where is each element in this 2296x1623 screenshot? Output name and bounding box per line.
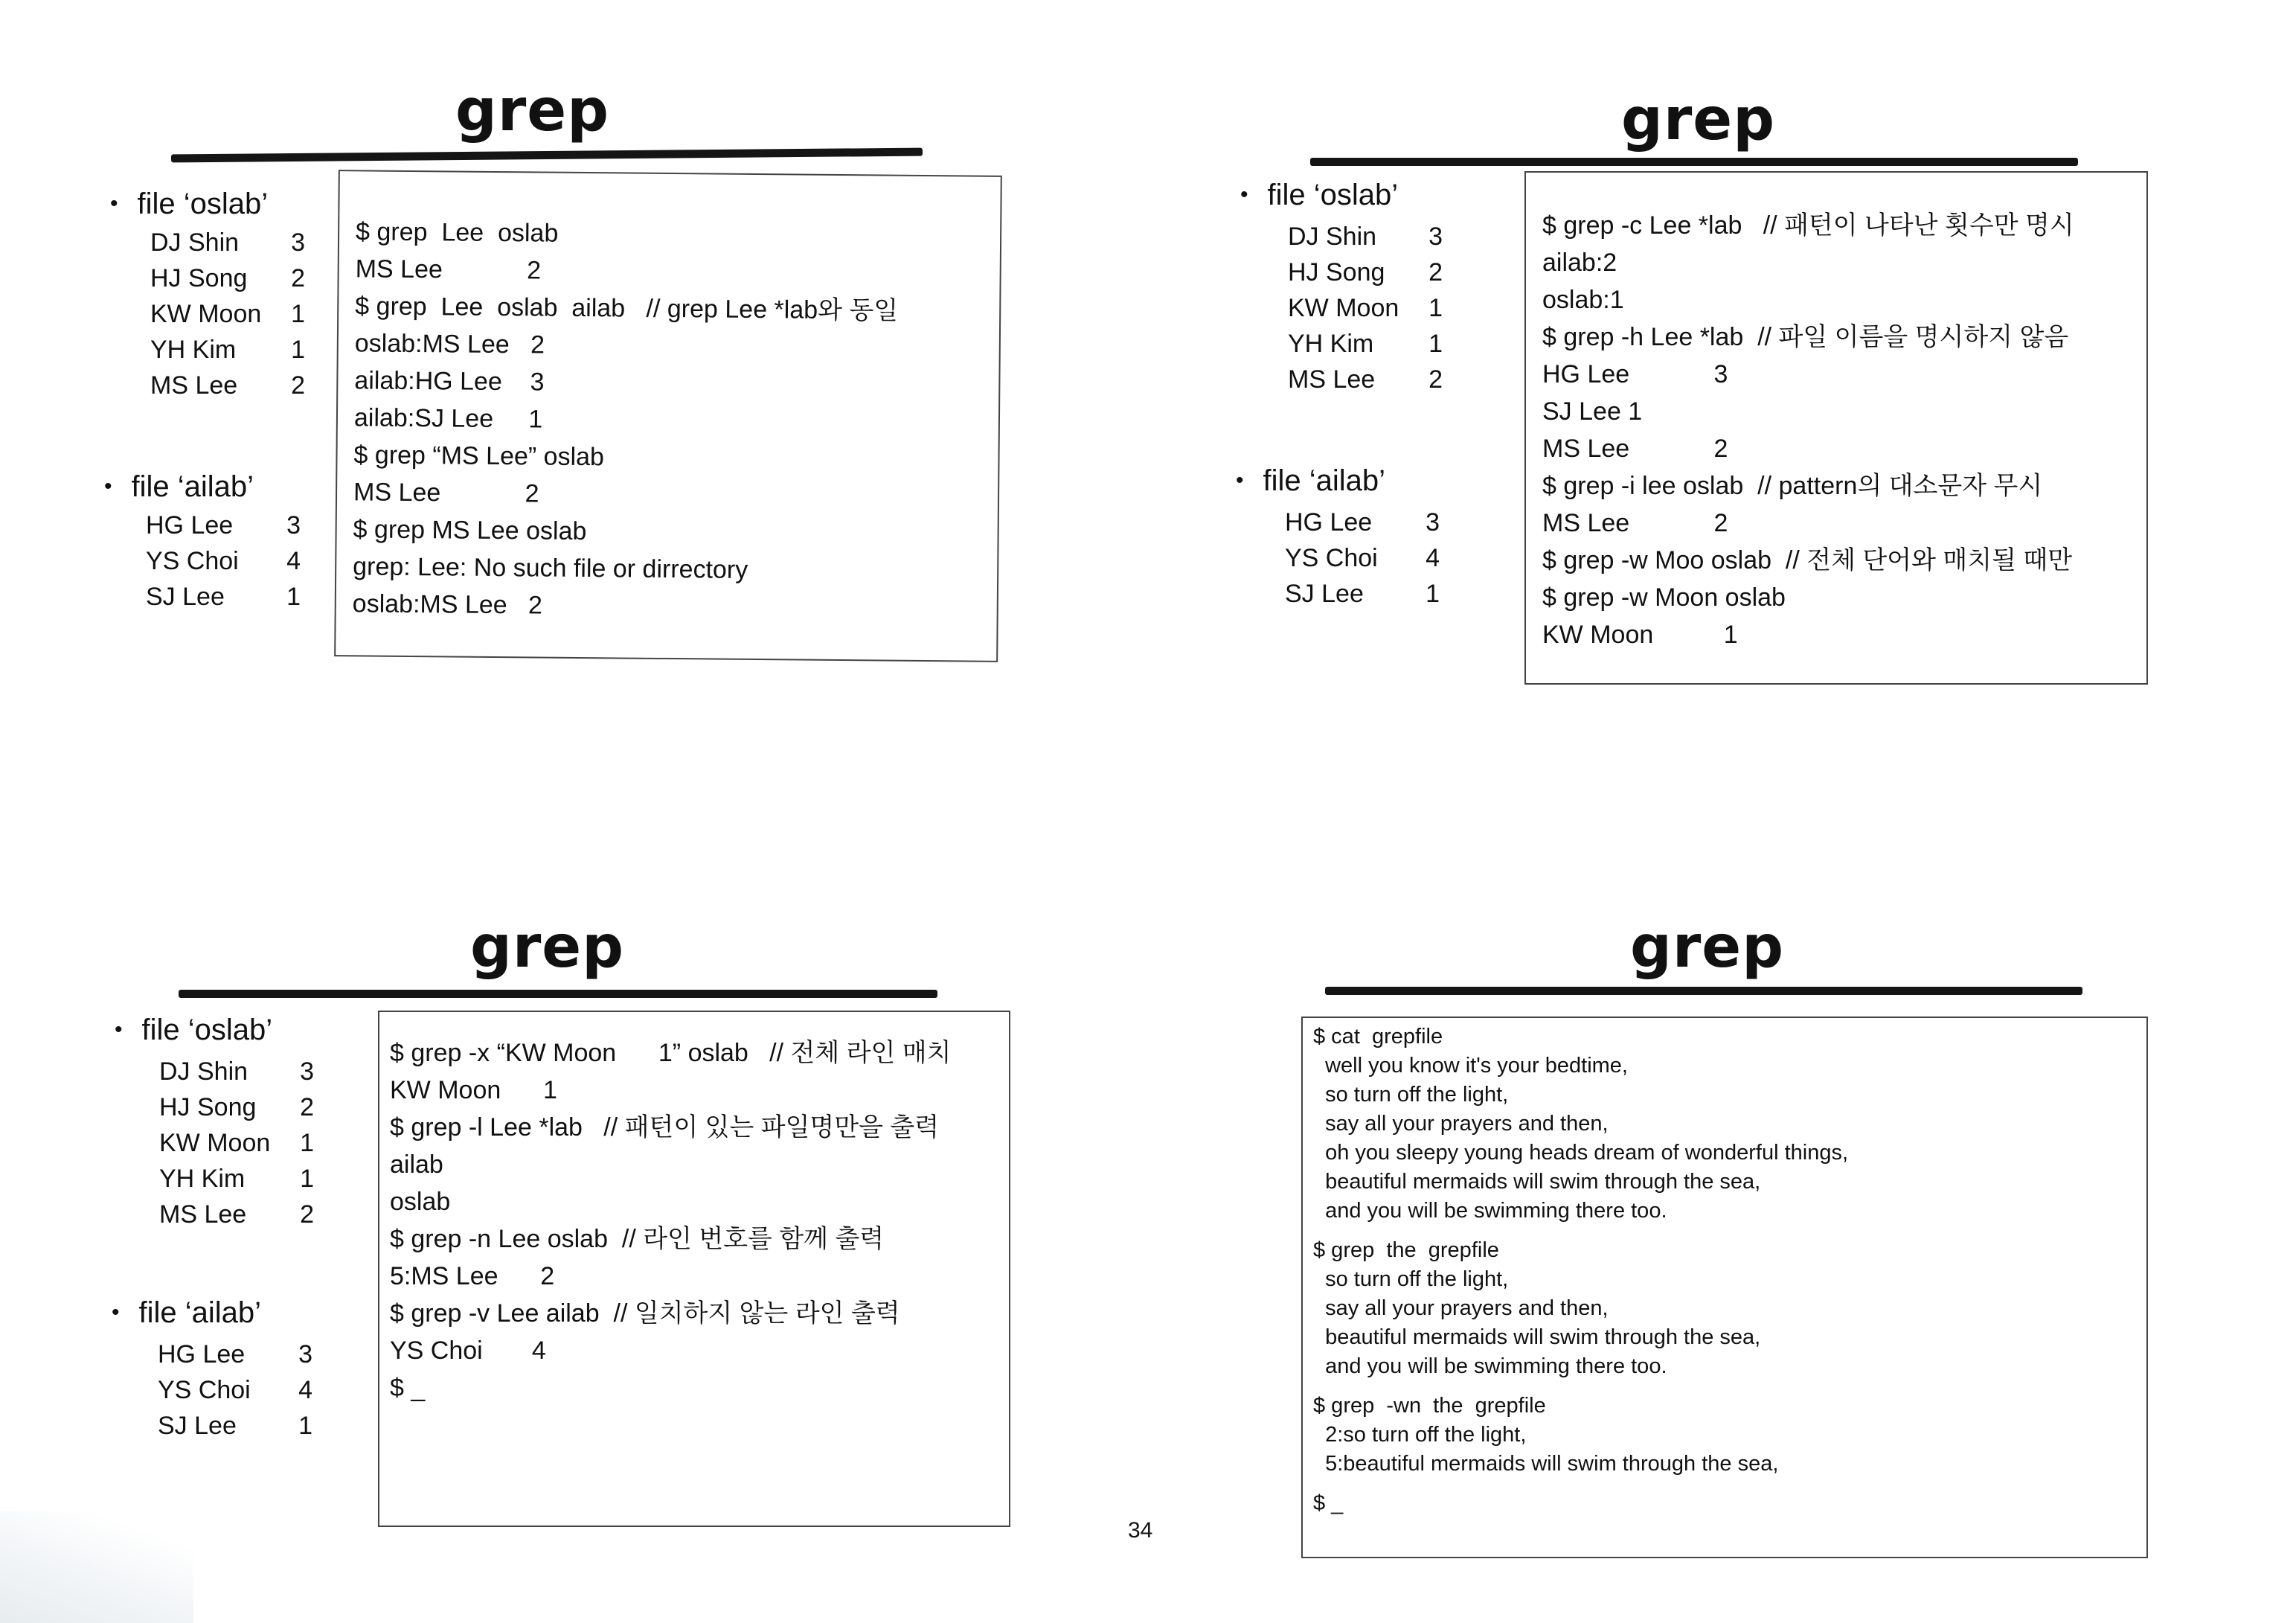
terminal-line: $ grep -h Lee *lab // 파일 이름을 명시하지 않음	[1542, 323, 2069, 351]
terminal-line: beautiful mermaids will swim through the sea,	[1313, 1170, 1761, 1194]
entry-count: 1	[1426, 579, 1440, 608]
terminal-line: $ grep -v Lee ailab // 일치하지 않는 라인 출력	[390, 1299, 900, 1328]
entry-name: MS Lee	[159, 1200, 247, 1229]
terminal-line: $ grep -c Lee *lab // 패턴이 나타난 횟수만 명시	[1542, 211, 2074, 240]
slide-grep-basic	[0, 0, 1148, 811]
entry-name: HJ Song	[159, 1092, 257, 1121]
list-item	[1285, 576, 1440, 612]
terminal-lines	[1313, 1022, 1848, 1518]
terminal-line: MS Lee 2	[1542, 435, 1728, 463]
terminal-lines	[353, 213, 900, 627]
bullet-icon: •	[115, 1017, 123, 1042]
terminal-panel	[1301, 1017, 2148, 1558]
entry-count: 3	[291, 228, 305, 257]
terminal-line: 5:MS Lee 2	[390, 1262, 555, 1290]
entry-name: KW Moon	[1288, 293, 1399, 322]
entry-count: 1	[291, 299, 305, 328]
entry-name: DJ Shin	[1288, 222, 1377, 251]
list-item	[1285, 540, 1440, 576]
terminal-line: $ grep the grepfile	[1313, 1238, 1499, 1262]
oslab-entries	[150, 225, 305, 403]
slide-title: grep	[1630, 914, 1785, 981]
list-item	[146, 543, 301, 579]
entry-count: 2	[1428, 365, 1443, 394]
terminal-line: well you know it's your bedtime,	[1313, 1054, 1628, 1078]
entry-count: 2	[291, 371, 305, 400]
entry-count: 1	[300, 1164, 314, 1193]
file-ailab-heading	[1236, 464, 1385, 498]
bullet-icon: •	[1240, 182, 1248, 207]
entry-name: HG Lee	[1285, 508, 1373, 537]
terminal-line: ailab:2	[1542, 249, 1617, 277]
file-label: file ‘ailab’	[131, 470, 254, 503]
entry-name: DJ Shin	[150, 228, 240, 257]
list-item	[159, 1089, 314, 1125]
entry-name: YH Kim	[1288, 329, 1374, 358]
block-spacer	[1313, 1226, 1848, 1236]
entry-name: YH Kim	[150, 335, 237, 364]
entry-name: KW Moon	[159, 1128, 271, 1157]
terminal-line: ailab	[390, 1150, 443, 1179]
page-number: 34	[1128, 1518, 1153, 1543]
terminal-line: $ _	[1313, 1491, 1344, 1515]
entry-count: 1	[286, 582, 301, 611]
terminal-line: ailab:SJ Lee 1	[353, 403, 543, 434]
terminal-line: so turn off the light,	[1313, 1267, 1509, 1291]
list-item	[159, 1161, 314, 1197]
entry-name: SJ Lee	[158, 1411, 237, 1440]
slide-grep-more-options	[0, 826, 1148, 1623]
list-item	[159, 1125, 314, 1161]
ailab-entries	[146, 508, 301, 615]
file-ailab-heading	[104, 470, 254, 504]
terminal-line: $ grep “MS Lee” oslab	[353, 441, 605, 472]
entry-count: 3	[286, 510, 301, 540]
terminal-line: so turn off the light,	[1313, 1083, 1509, 1107]
list-item	[158, 1337, 312, 1372]
list-item	[158, 1372, 312, 1408]
file-ailab-heading	[112, 1296, 261, 1330]
slide-title: grep	[1621, 86, 1776, 153]
terminal-line: $ grep Lee oslab	[355, 217, 559, 248]
bullet-icon: •	[104, 474, 112, 499]
entry-count: 3	[298, 1339, 312, 1368]
slide-title: grep	[470, 914, 625, 981]
entry-name: HG Lee	[158, 1339, 246, 1368]
terminal-line: $ grep -n Lee oslab // 라인 번호를 함께 출력	[390, 1225, 885, 1253]
list-item	[150, 368, 305, 403]
terminal-line: $ grep -l Lee *lab // 패턴이 있는 파일명만을 출력	[390, 1113, 940, 1142]
entry-name: MS Lee	[1288, 365, 1376, 394]
list-item	[158, 1408, 312, 1444]
entry-count: 1	[298, 1411, 312, 1440]
terminal-line: KW Moon 1	[390, 1076, 557, 1104]
list-item	[146, 508, 301, 543]
title-underline	[1325, 987, 2082, 995]
slide-grep-options	[1148, 0, 2296, 811]
entry-name: YH Kim	[159, 1164, 246, 1193]
terminal-panel	[334, 170, 1002, 662]
entry-count: 3	[1426, 508, 1440, 537]
entry-count: 1	[300, 1128, 314, 1157]
terminal-line: oslab	[390, 1188, 451, 1216]
entry-name: DJ Shin	[159, 1057, 248, 1086]
entry-name: SJ Lee	[146, 582, 225, 611]
terminal-line: SJ Lee 1	[1542, 397, 1643, 426]
list-item	[1288, 219, 1443, 255]
file-oslab-heading	[115, 1014, 272, 1047]
terminal-line: oslab:MS Lee 2	[352, 589, 543, 620]
terminal-panel	[1524, 171, 2148, 685]
entry-name: YS Choi	[158, 1375, 251, 1404]
terminal-line: $ grep MS Lee oslab	[353, 515, 587, 546]
list-item	[150, 332, 305, 368]
terminal-line: MS Lee 2	[353, 478, 539, 508]
title-underline	[1310, 158, 2078, 166]
terminal-line: $ grep -i lee oslab // pattern의 대소문자 무시	[1542, 472, 2043, 500]
file-label: file ‘ailab’	[138, 1296, 262, 1329]
list-item	[1288, 362, 1443, 397]
file-label: file ‘oslab’	[141, 1014, 273, 1046]
terminal-line: $ grep -x “KW Moon 1” oslab // 전체 라인 매치	[390, 1039, 952, 1067]
slide-grep-example-file	[1148, 826, 2296, 1623]
entry-count: 1	[291, 335, 305, 364]
block-spacer	[1313, 1479, 1848, 1489]
entry-count: 2	[300, 1200, 314, 1229]
entry-count: 2	[291, 263, 305, 292]
entry-count: 1	[1428, 293, 1443, 322]
entry-count: 3	[300, 1057, 314, 1086]
entry-count: 2	[1428, 257, 1443, 286]
terminal-line: oslab:MS Lee 2	[354, 329, 545, 359]
title-underline	[179, 990, 937, 998]
slide-title: grep	[455, 77, 610, 144]
terminal-line: 5:beautiful mermaids will swim through the sea,	[1313, 1452, 1779, 1476]
entry-name: KW Moon	[150, 299, 262, 328]
entry-count: 2	[300, 1092, 314, 1121]
list-item	[159, 1054, 314, 1089]
terminal-line: $ grep Lee oslab ailab // grep Lee *lab와 동일	[355, 292, 899, 325]
entry-count: 1	[1428, 329, 1443, 358]
terminal-line: and you will be swimming there too.	[1313, 1354, 1667, 1378]
terminal-line: $ _	[390, 1374, 426, 1402]
ailab-entries	[1285, 505, 1440, 612]
entry-name: MS Lee	[150, 371, 238, 400]
terminal-lines	[390, 1034, 951, 1406]
terminal-line: $ grep -w Moo oslab // 전체 단어와 매치될 때만	[1542, 546, 2073, 574]
terminal-line: MS Lee 2	[355, 255, 542, 285]
terminal-line: MS Lee 2	[1542, 509, 1728, 537]
entry-name: YS Choi	[1285, 543, 1378, 572]
terminal-line: say all your prayers and then,	[1313, 1296, 1609, 1320]
terminal-line: $ grep -wn the grepfile	[1313, 1394, 1546, 1418]
list-item	[150, 296, 305, 332]
entry-count: 4	[298, 1375, 312, 1404]
list-item	[146, 579, 301, 615]
terminal-line: 2:so turn off the light,	[1313, 1423, 1527, 1447]
file-label: file ‘oslab’	[1267, 179, 1399, 211]
terminal-line: ailab:HG Lee 3	[354, 366, 545, 397]
terminal-line: KW Moon 1	[1542, 621, 1738, 649]
bullet-icon: •	[1236, 468, 1244, 493]
entry-name: HG Lee	[146, 510, 234, 540]
terminal-line: grep: Lee: No such file or dirrectory	[353, 552, 748, 584]
file-label: file ‘ailab’	[1263, 464, 1386, 497]
terminal-line: YS Choi 4	[390, 1337, 546, 1365]
terminal-line: oslab:1	[1542, 286, 1624, 314]
terminal-line: HG Lee 3	[1542, 360, 1728, 388]
block-spacer	[1313, 1381, 1848, 1392]
terminal-lines	[1542, 207, 2074, 653]
bullet-icon: •	[110, 191, 118, 216]
list-item	[150, 225, 305, 260]
title-underline	[171, 148, 923, 163]
list-item	[1288, 326, 1443, 362]
oslab-entries	[1288, 219, 1443, 397]
entry-count: 4	[1426, 543, 1440, 572]
ailab-entries	[158, 1337, 312, 1444]
list-item	[150, 260, 305, 296]
terminal-line: oh you sleepy young heads dream of wonderful things,	[1313, 1141, 1849, 1165]
list-item	[1285, 505, 1440, 540]
oslab-entries	[159, 1054, 314, 1232]
scan-shadow	[0, 1511, 193, 1623]
list-item	[1288, 290, 1443, 326]
terminal-line: say all your prayers and then,	[1313, 1112, 1609, 1136]
file-oslab-heading	[1240, 179, 1398, 212]
entry-name: HJ Song	[150, 263, 248, 292]
entry-name: HJ Song	[1288, 257, 1385, 286]
entry-name: YS Choi	[146, 546, 239, 575]
terminal-line: beautiful mermaids will swim through the sea,	[1313, 1325, 1761, 1349]
terminal-line: and you will be swimming there too.	[1313, 1199, 1667, 1223]
list-item	[1288, 255, 1443, 290]
entry-count: 3	[1428, 222, 1443, 251]
terminal-panel	[378, 1011, 1010, 1527]
file-label: file ‘oslab’	[137, 188, 269, 220]
terminal-line: $ cat grepfile	[1313, 1025, 1443, 1049]
file-oslab-heading	[110, 188, 268, 221]
bullet-icon: •	[112, 1300, 120, 1325]
entry-name: SJ Lee	[1285, 579, 1364, 608]
entry-count: 4	[286, 546, 301, 575]
list-item	[159, 1197, 314, 1232]
terminal-line: $ grep -w Moon oslab	[1542, 583, 1786, 612]
